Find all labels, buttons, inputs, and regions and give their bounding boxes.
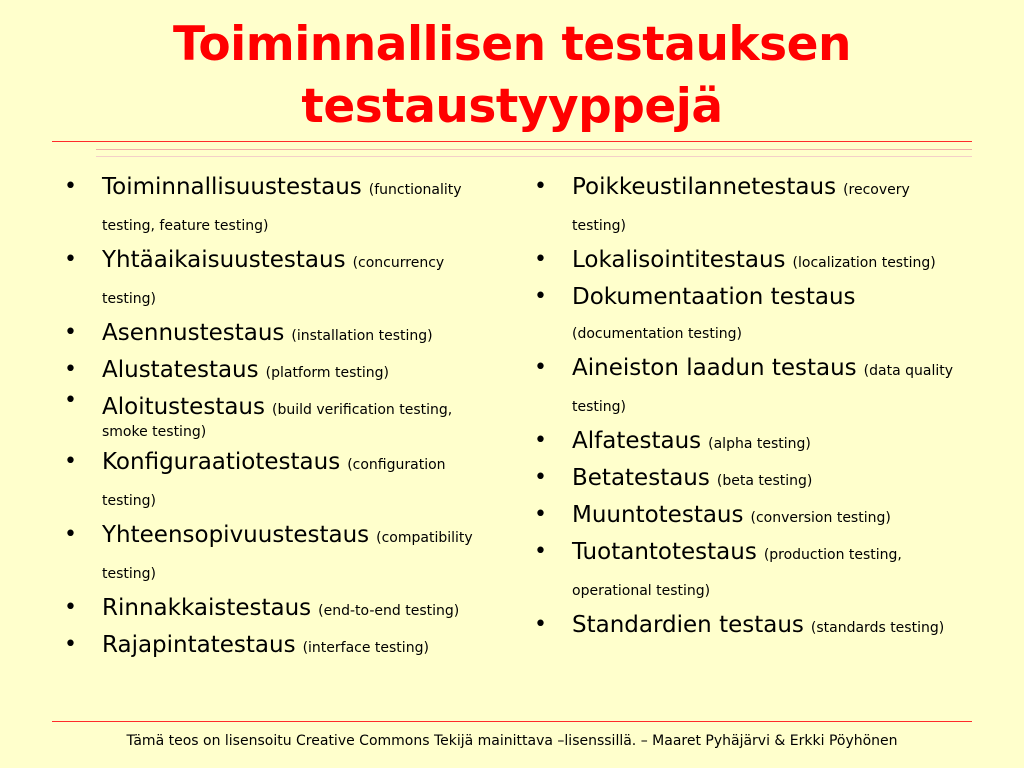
item-english-note: (alpha testing) [708,436,811,452]
title-divider-accent-2 [96,156,972,157]
bullet-icon: • [64,247,77,272]
item-english-note: (recovery testing) [572,182,910,234]
item-term: Yhtäaikaisuustestaus [102,247,346,273]
item-term: Toiminnallisuustestaus [102,174,362,200]
item-english-note: (documentation testing) [572,326,742,342]
list-item [60,243,500,316]
item-term: Alustatestaus [102,357,259,383]
item-term: Rajapintatestaus [102,632,296,658]
bullet-icon: • [64,357,77,382]
list-item [60,628,500,665]
item-english-note: (localization testing) [792,255,936,271]
item-term: Muuntotestaus [572,502,744,528]
item-term: Konfiguraatiotestaus [102,449,341,475]
list-item [530,170,960,243]
item-english-note: (conversion testing) [750,510,891,526]
item-term: Standardien testaus [572,612,804,638]
list-item [530,351,960,424]
list-item [530,498,960,535]
title-divider-accent-1 [96,149,972,150]
bullet-icon: • [534,174,547,199]
left-column [60,170,500,665]
slide-title [0,14,1024,138]
item-english-note: (build verification testing, smoke testing) [102,402,453,440]
bullet-icon: • [64,632,77,657]
list-item [530,535,960,608]
item-english-note: (installation testing) [291,328,433,344]
item-english-note: (interface testing) [302,640,429,656]
item-term: Dokumentaation testaus [572,284,856,310]
bullet-icon: • [534,539,547,564]
list-item [530,243,960,280]
item-term: Asennustestaus [102,320,285,346]
item-english-note: (beta testing) [716,473,813,489]
bullet-icon: • [64,595,77,620]
item-english-note: (standards testing) [810,620,945,636]
list-item [530,424,960,461]
bullet-icon: • [534,247,547,272]
list-item [530,461,960,498]
item-english-note: (compatibility testing) [102,530,473,582]
bullet-icon: • [64,449,77,474]
bullet-icon: • [534,428,547,453]
bullet-icon: • [534,284,547,309]
right-column [530,170,960,645]
item-term: Betatestaus [572,465,710,491]
bullet-icon: • [534,355,547,380]
item-english-note: (configuration testing) [102,457,446,509]
item-term: Poikkeustilannetestaus [572,174,837,200]
list-item [60,445,500,518]
item-term: Yhteensopivuustestaus [102,522,370,548]
license-footer: Tämä teos on lisensoitu Creative Commons Tekijä mainittava –lisenssillä. – Maaret Pyhäjärvi & Erkki Pöyhönen [126,733,898,749]
item-english-note: (concurrency testing) [102,255,445,307]
item-english-note: (end-to-end testing) [318,603,460,619]
bullet-icon: • [534,612,547,637]
item-term: Tuotantotestaus [572,539,757,565]
list-item [60,518,500,591]
bullet-icon: • [64,522,77,547]
item-term: Alfatestaus [572,428,702,454]
list-item [60,591,500,628]
bullet-icon: • [534,465,547,490]
item-english-note: (platform testing) [265,365,390,381]
item-term: Aineiston laadun testaus [572,355,857,381]
item-term: Lokalisointitestaus [572,247,786,273]
bullet-icon: • [64,174,77,199]
item-english-note: (production testing, operational testing) [572,547,902,599]
list-item [530,608,960,645]
list-item [530,280,960,351]
left-bullet-list [60,170,500,665]
list-item [60,170,500,243]
bullet-icon: • [64,388,77,413]
bullet-icon: • [64,320,77,345]
footer-divider [52,721,972,722]
title-divider [52,141,972,142]
item-english-note: (functionality testing, feature testing) [102,182,462,234]
list-item [60,316,500,353]
title-line-2: testaustyyppejä [301,79,723,134]
item-term: Aloitustestaus [102,394,265,420]
right-bullet-list [530,170,960,645]
bullet-icon: • [534,502,547,527]
title-line-1: Toiminnallisen testauksen [173,17,851,72]
item-term: Rinnakkaistestaus [102,595,312,621]
list-item [60,390,500,445]
item-english-note: (data quality testing) [572,363,954,415]
list-item [60,353,500,390]
